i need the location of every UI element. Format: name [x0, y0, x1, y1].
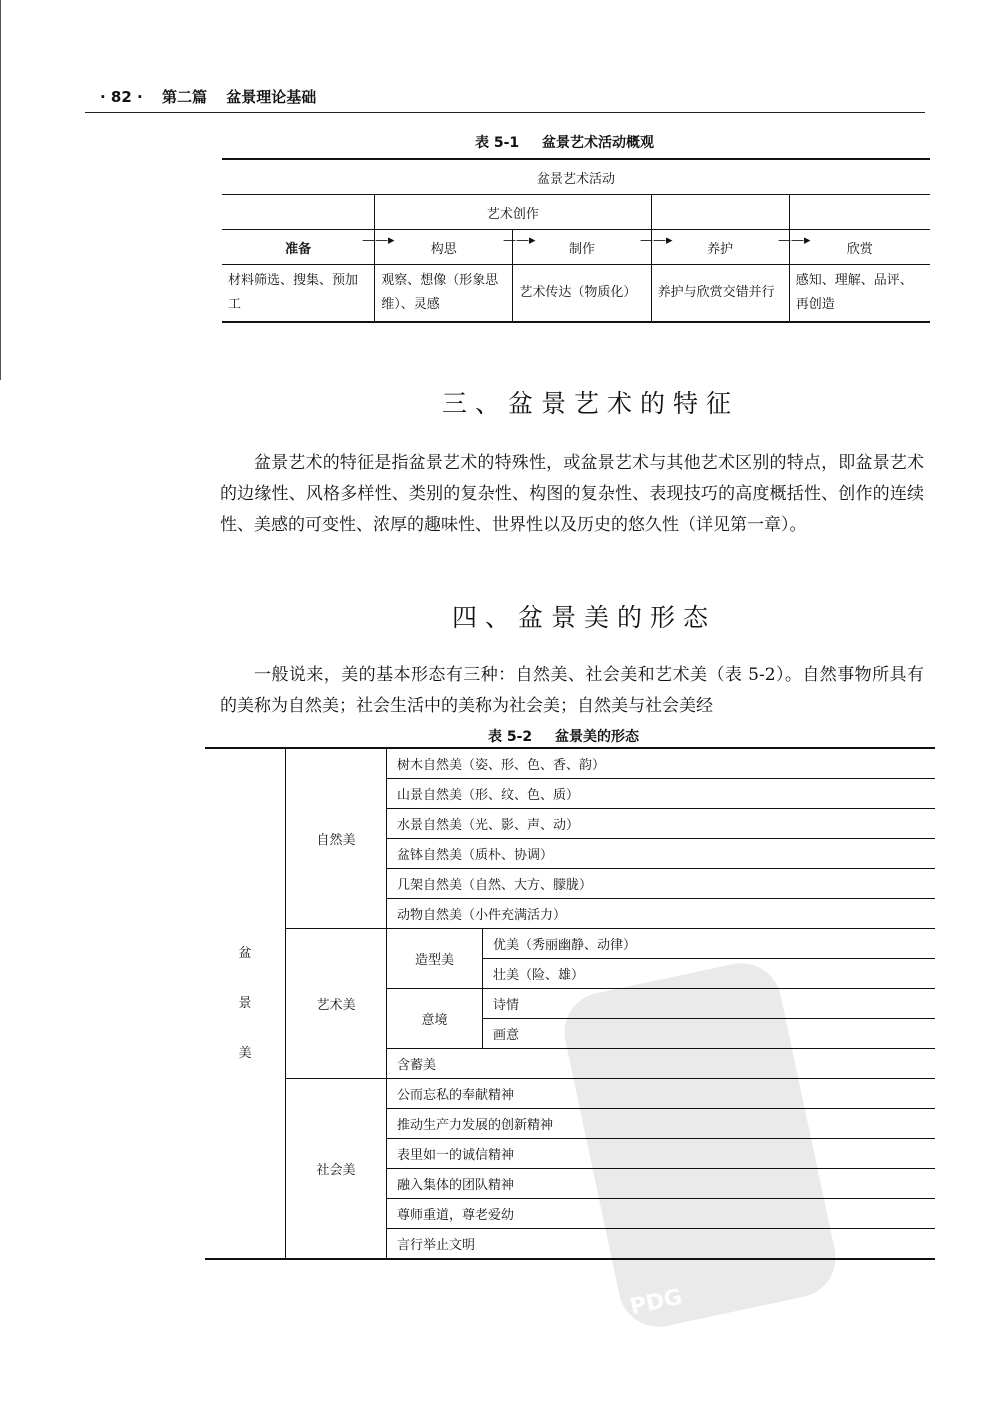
page-edge-line	[0, 0, 1, 380]
natural-item: 树木自然美（姿、形、色、香、韵）	[387, 748, 936, 779]
social-item: 尊师重道，尊老爱幼	[387, 1199, 936, 1229]
desc-conceive: 观察、想像（形象思维）、灵感	[375, 265, 513, 323]
section4-body	[220, 660, 924, 722]
stage-appreciate: 欣赏	[789, 230, 930, 265]
flow-arrow-icon: ——▸	[362, 233, 395, 248]
subtle-beauty: 含蓄美	[387, 1049, 936, 1079]
running-header	[100, 86, 330, 107]
mood-label: 意境	[387, 989, 483, 1049]
natural-item: 盆钵自然美（质朴、协调）	[387, 839, 936, 869]
desc-maintain: 养护与欣赏交错并行	[651, 265, 789, 323]
stage-prepare: 准备	[285, 241, 312, 257]
part-label: 第二篇	[161, 88, 207, 106]
natural-item: 动物自然美（小件充满活力）	[387, 899, 936, 929]
part-title: 盆景理论基础	[226, 88, 317, 106]
root-char: 盆	[238, 945, 252, 961]
desc-make: 艺术传达（物质化）	[513, 265, 651, 323]
table2-caption-label: 表 5-2	[488, 729, 533, 745]
root-char: 美	[238, 1045, 252, 1061]
table1-row-activity: 盆景艺术活动	[536, 171, 615, 187]
section4-paragraph: 一般说来，美的基本形态有三种：自然美、社会美和艺术美（表 5-2）。自然事物所具有的美称为自然美；社会生活中的美称为社会美；自然美与社会美经	[220, 665, 924, 716]
section3-body	[220, 448, 924, 541]
natural-beauty-label: 自然美	[286, 748, 387, 929]
social-beauty-label: 社会美	[286, 1079, 387, 1260]
root-char: 景	[238, 995, 252, 1011]
art-beauty-label: 艺术美	[286, 929, 387, 1079]
mood-item: 画意	[483, 1019, 936, 1049]
social-item: 言行举止文明	[387, 1229, 936, 1260]
page-number: · 82 ·	[100, 88, 143, 106]
social-item: 表里如一的诚信精神	[387, 1139, 936, 1169]
table2-caption	[488, 726, 657, 746]
table1-caption-title: 盆景艺术活动概观	[542, 135, 655, 151]
flow-arrow-icon: ——▸	[778, 233, 811, 248]
stage-maintain: 养护	[651, 230, 789, 265]
natural-item: 水景自然美（光、影、声、动）	[387, 809, 936, 839]
flow-arrow-icon: ——▸	[503, 233, 536, 248]
shape-item: 壮美（险、雄）	[483, 959, 936, 989]
table2	[205, 747, 935, 1260]
mood-item: 诗情	[483, 989, 936, 1019]
desc-appreciate: 感知、理解、品评、再创造	[789, 265, 930, 323]
table1-caption-label: 表 5-1	[475, 135, 520, 151]
social-item: 公而忘私的奉献精神	[387, 1079, 936, 1109]
social-item: 融入集体的团队精神	[387, 1169, 936, 1199]
desc-prepare: 材料筛选、搜集、预加工	[228, 273, 359, 312]
watermark-text: PDG	[627, 1284, 685, 1321]
table1-caption	[475, 132, 672, 152]
shape-item: 优美（秀丽幽静、动律）	[483, 929, 936, 959]
section3-heading: 三、盆景艺术的特征	[442, 389, 740, 418]
section4-heading: 四、盆景美的形态	[452, 603, 717, 632]
section3-paragraph: 盆景艺术的特征是指盆景艺术的特殊性，或盆景艺术与其他艺术区别的特点，即盆景艺术的边缘性、风格多样性、类别的复杂性、构图的复杂性、表现技巧的高度概括性、创作的连续性、美感的可变性、浓厚的趣味性、世界性以及历史的悠久性（详见第一章）。	[220, 453, 924, 535]
natural-item: 山景自然美（形、纹、色、质）	[387, 779, 936, 809]
table1-row-creation: 艺术创作	[375, 195, 651, 230]
root-cell	[205, 748, 286, 1259]
table2-caption-title: 盆景美的形态	[555, 729, 640, 745]
table1	[222, 158, 930, 323]
natural-item: 几架自然美（自然、大方、朦胧）	[387, 869, 936, 899]
social-item: 推动生产力发展的创新精神	[387, 1109, 936, 1139]
stage-conceive: 构思	[375, 230, 513, 265]
flow-arrow-icon: ——▸	[640, 233, 673, 248]
stage-make: 制作	[513, 230, 651, 265]
header-rule	[85, 112, 925, 113]
shape-beauty-label: 造型美	[387, 929, 483, 989]
